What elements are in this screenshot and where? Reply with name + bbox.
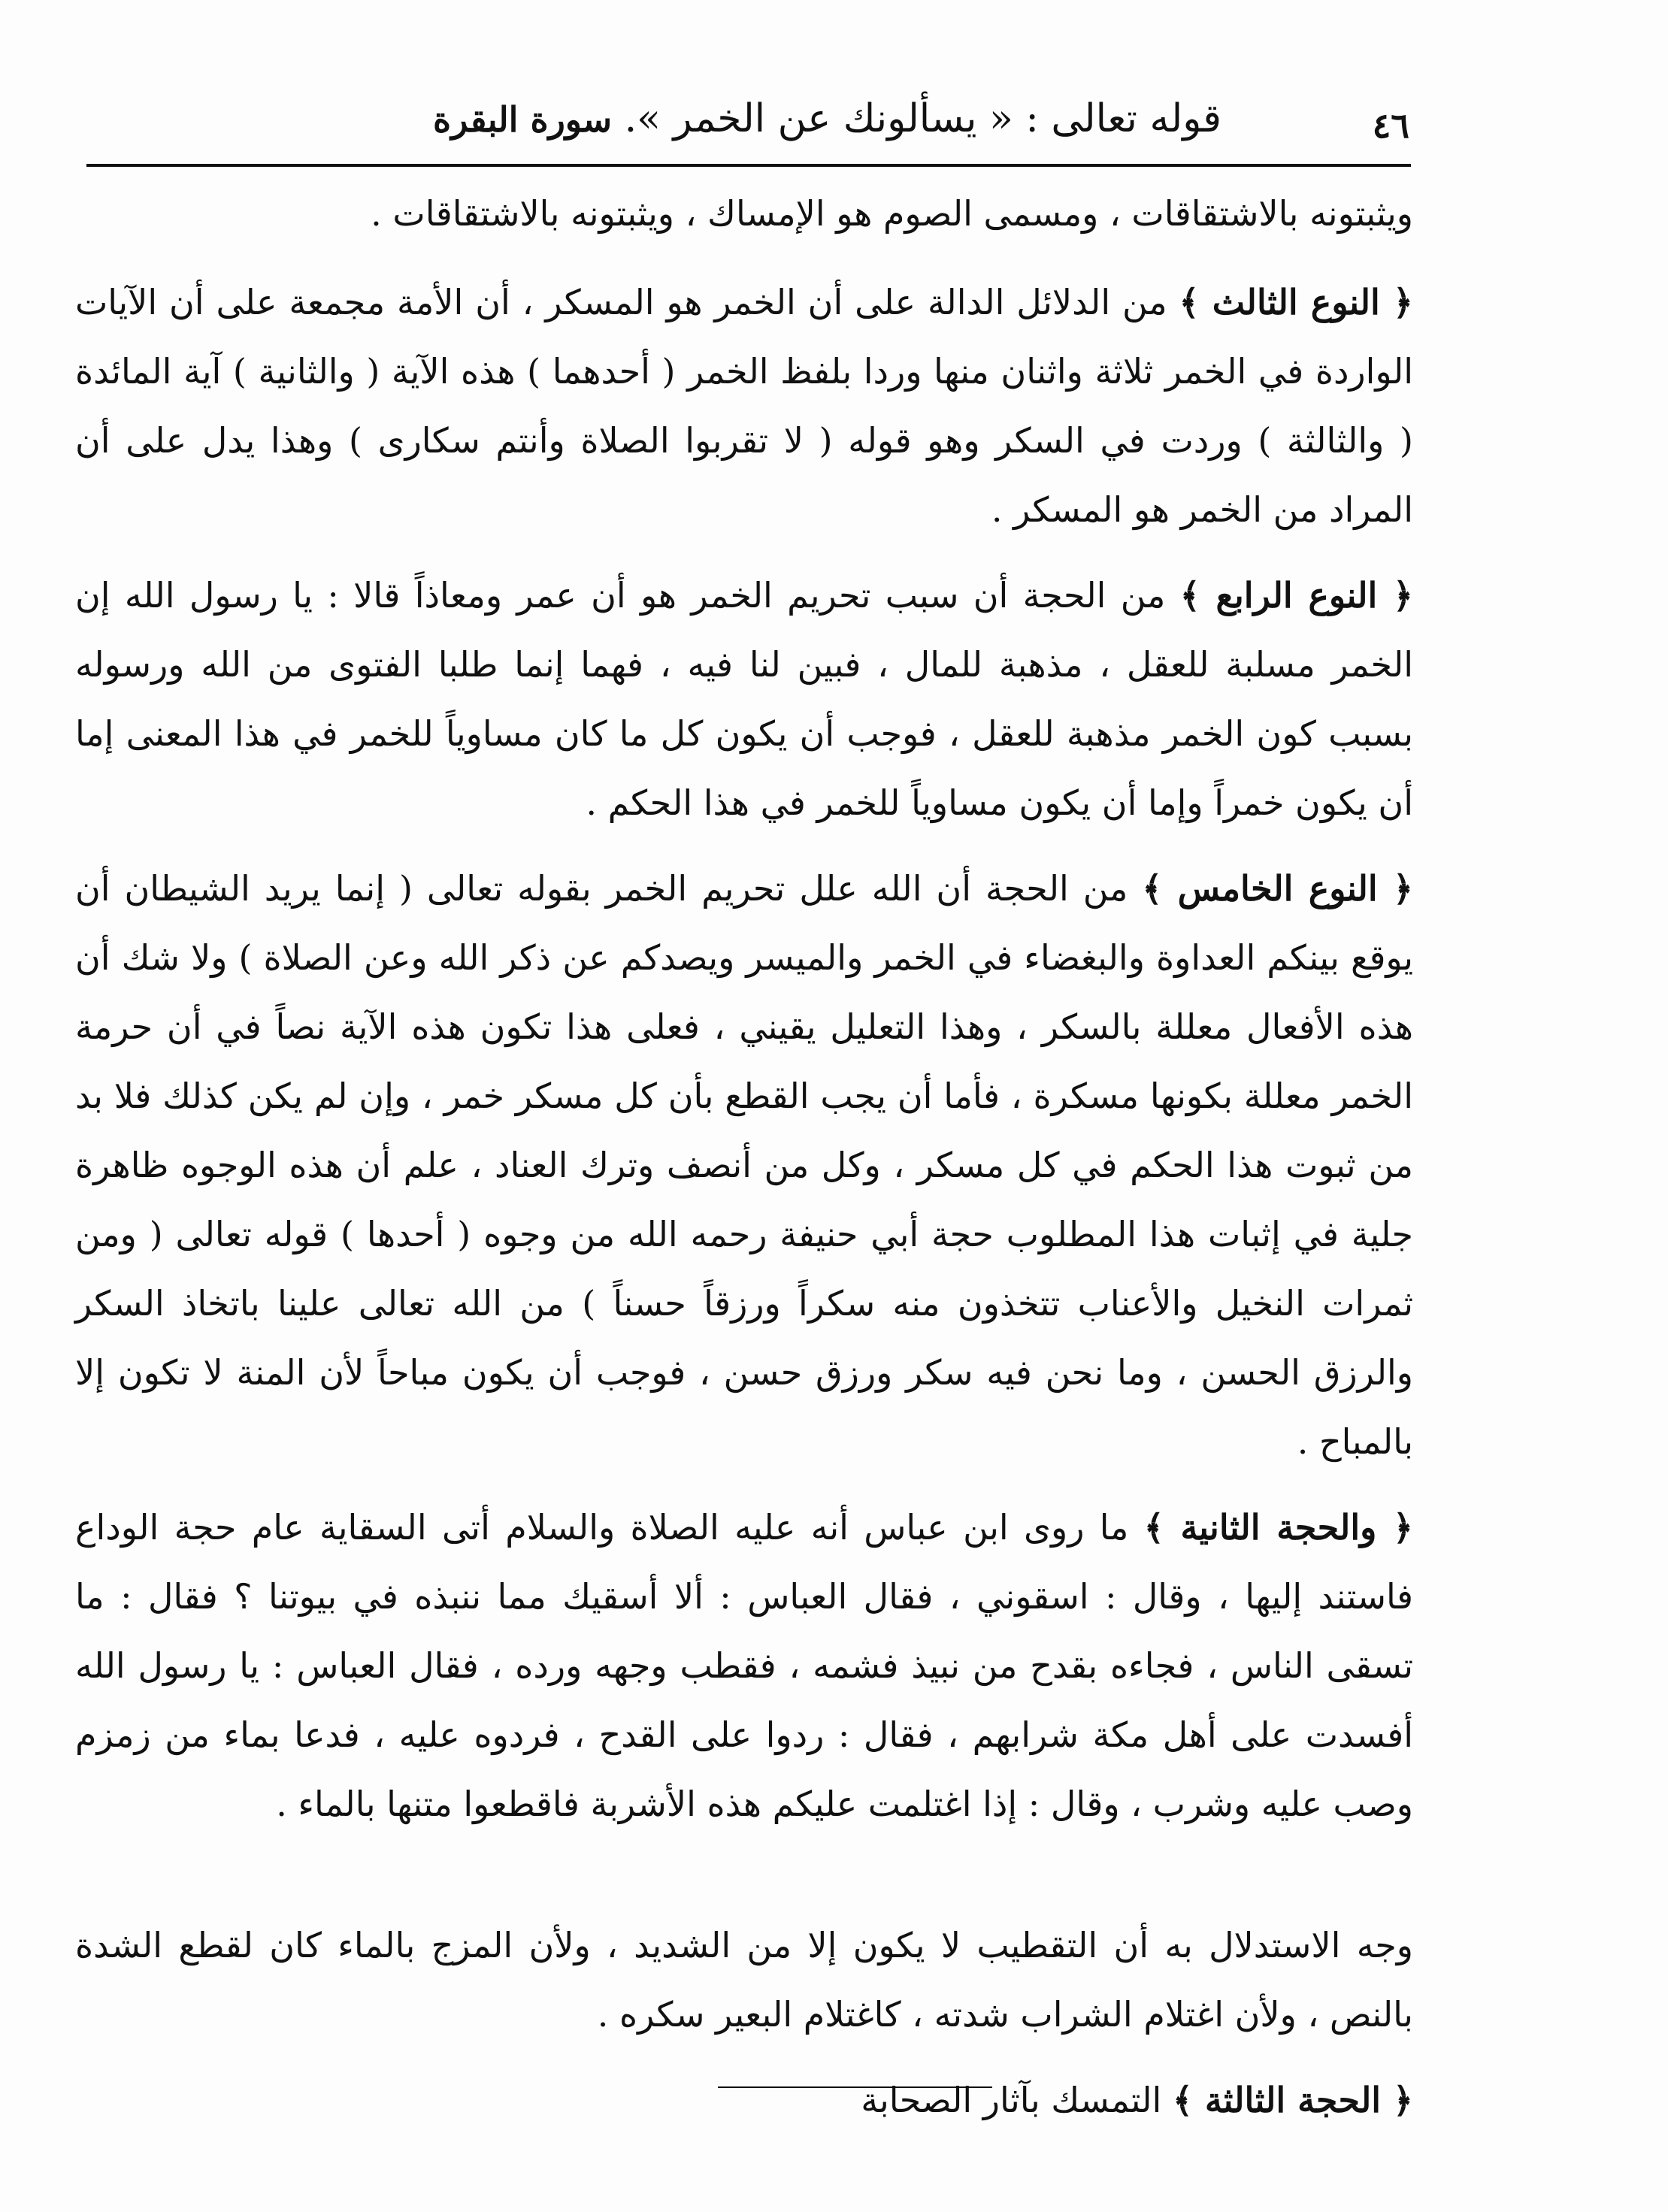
paragraph-heading: ﴿ النوع الثالث ﴾ xyxy=(1179,282,1414,322)
paragraph-third-argument xyxy=(75,2065,1413,2135)
surah-name: سورة البقرة xyxy=(433,99,613,140)
header-separator: . xyxy=(612,96,637,141)
paragraph-heading: ﴿ والحجة الثانية ﴾ xyxy=(1143,1507,1413,1548)
paragraph-second-argument xyxy=(75,1493,1413,1838)
paragraph-text: من الدلائل الدالة على أن الخمر هو المسكر ، أن الأمة مجمعة على أن الآيات الواردة في الخمر ثلاثة واثنان منها وردا بلفظ الخمر ( أحدهما ) هذه الآية ( والثانية ) آية المائدة ( والثالثة ) وردت في السكر وهو قوله ( لا تقربوا الصلاة وأنتم سكارى ) وهذا يدل على أن المراد من الخمر هو المسكر . xyxy=(75,282,1413,530)
paragraph-fifth-type xyxy=(75,854,1413,1476)
paragraph-fourth-type xyxy=(75,561,1413,837)
paragraph-text: من الحجة أن سبب تحريم الخمر هو أن عمر ومعاذاً قالا : يا رسول الله إن الخمر مسلبة للعقل ، مذهبة للمال ، فبين لنا فيه ، فهما إنما طلبا الفتوى من الله ورسوله بسبب كون الخمر مذهبة للعقل ، فوجب أن يكون كل ما كان مساوياً للخمر في هذا المعنى إما أن يكون خمراً وإما أن يكون مساوياً للخمر في هذا الحكم . xyxy=(75,575,1413,823)
paragraph-heading: ﴿ الحجة الثالثة ﴾ xyxy=(1172,2080,1413,2120)
paragraph-text: التمسك بآثار الصحابة xyxy=(861,2080,1162,2120)
paragraph-heading: ﴿ النوع الخامس ﴾ xyxy=(1142,868,1414,909)
paragraph-text: وجه الاستدلال به أن التقطيب لا يكون إلا من الشديد ، ولأن المزج بالماء كان لقطع الشدة بالنص ، ولأن اغتلام الشراب شدته ، كاغتلام البعير سكره . xyxy=(75,1925,1413,2035)
header-title-text: قوله تعالى : « يسألونك عن الخمر » xyxy=(637,96,1221,141)
running-title xyxy=(433,96,1221,141)
paragraph-text: ما روى ابن عباس أنه عليه الصلاة والسلام أتى السقاية عام حجة الوداع فاستند إليها ، وقال : اسقوني ، فقال العباس : ألا أسقيك مما ننبذه في بيوتنا ؟ فقال : ما تسقى الناس ، فجاءه بقدح من نبيذ فشمه ، فقطب وجهه ورده ، فقال العباس : يا رسول الله أفسدت على أهل مكة شرابهم ، فقال : ردوا على القدح ، فردوه عليه ، فدعا بماء من زمزم وصب عليه وشرب ، وقال : إذا اغتلمت عليكم هذه الأشربة فاقطعوا متنها بالماء . xyxy=(75,1507,1413,1824)
paragraph-continuation xyxy=(75,179,1413,248)
paragraph-third-type xyxy=(75,268,1413,544)
paragraph-heading: ﴿ النوع الرابع ﴾ xyxy=(1179,575,1414,616)
paragraph-inference xyxy=(75,1911,1413,2049)
paragraph-text: من الحجة أن الله علل تحريم الخمر بقوله تعالى ( إنما يريد الشيطان أن يوقع بينكم العداوة والبغضاء في الخمر والميسر ويصدكم عن ذكر الله وعن الصلاة ) ولا شك أن هذه الأفعال معللة بالسكر ، وهذا التعليل يقيني ، فعلى هذا تكون هذه الآية نصاً في أن حرمة الخمر معللة بكونها مسكرة ، فأما أن يجب القطع بأن كل مسكر خمر ، وإن لم يكن كذلك فلا بد من ثبوت هذا الحكم في كل مسكر ، وكل من أنصف وترك العناد ، علم أن هذه الوجوه ظاهرة جلية في إثبات هذا المطلوب حجة أبي حنيفة رحمه الله من وجوه ( أحدها ) قوله تعالى ( ومن ثمرات النخيل والأعناب تتخذون منه سكراً ورزقاً حسناً ) من الله تعالى علينا باتخاذ السكر والرزق الحسن ، وما نحن فيه سكر ورزق حسن ، فوجب أن يكون مباحاً لأن المنة لا تكون إلا بالمباح . xyxy=(75,868,1413,1462)
main-text xyxy=(75,179,1413,2151)
page-header xyxy=(86,84,1409,165)
underline-rule xyxy=(718,2086,992,2088)
header-divider xyxy=(86,164,1411,167)
paragraph-text: ويثبتونه بالاشتقاقات ، ومسمى الصوم هو الإمساك ، ويثبتونه بالاشتقاقات . xyxy=(371,193,1413,234)
page-number: ٤٦ xyxy=(1372,105,1409,146)
